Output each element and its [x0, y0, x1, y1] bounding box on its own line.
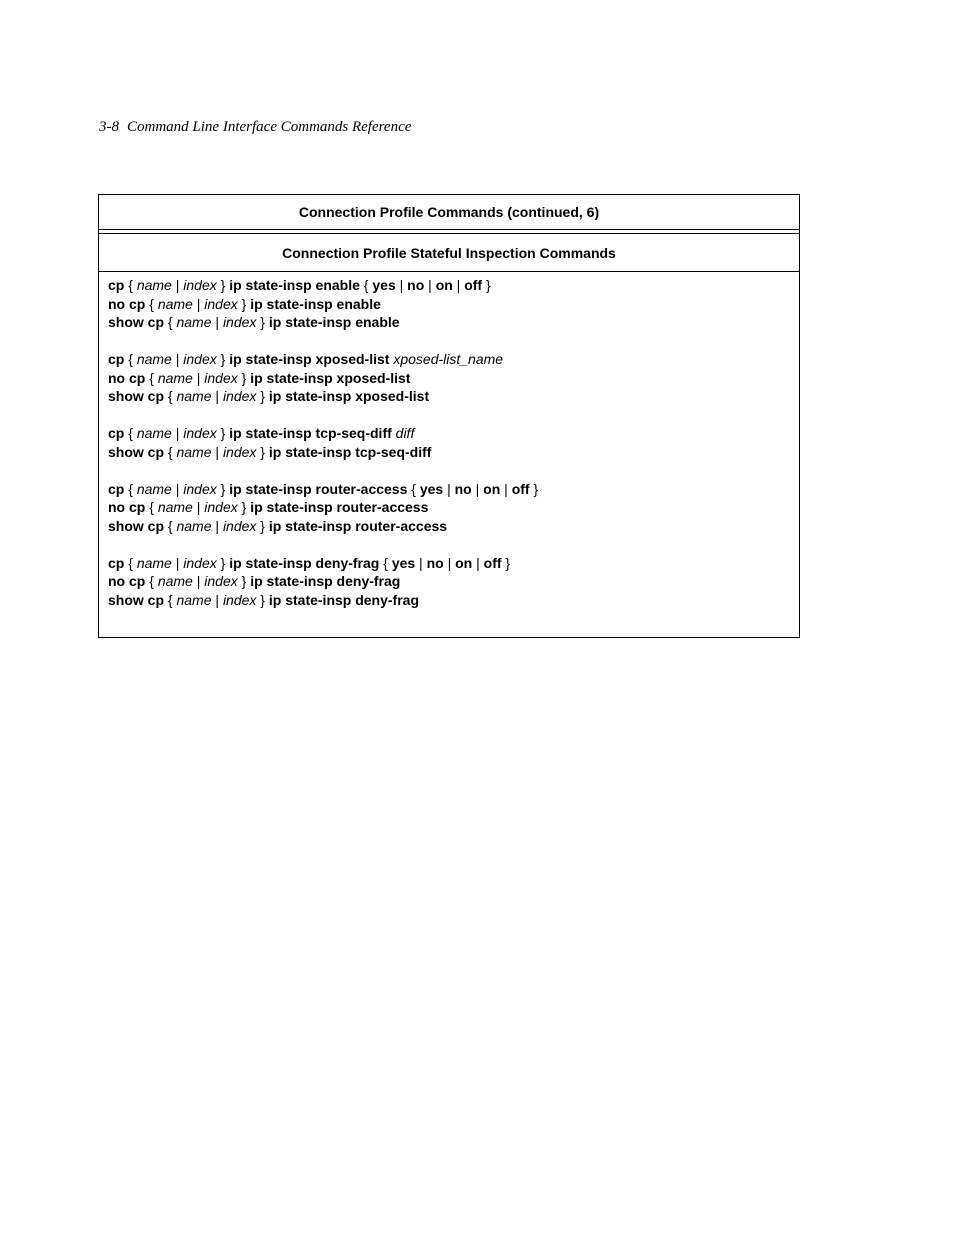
keyword: on: [455, 554, 473, 571]
syntax-symbol: {: [359, 277, 373, 293]
command-group: [108, 424, 790, 461]
syntax-symbol: }: [256, 314, 269, 331]
command-line: [108, 369, 790, 388]
keyword: ip state-insp enable: [268, 314, 400, 331]
keyword: ip state-insp xposed-list: [268, 388, 430, 405]
syntax-symbol: {: [164, 517, 177, 534]
keyword: ip state-insp router-access: [229, 480, 408, 497]
syntax-symbol: }: [216, 425, 230, 442]
syntax-symbol: }: [529, 480, 539, 497]
syntax-symbol: |: [211, 591, 223, 608]
command-line: [108, 313, 790, 332]
command-line: [108, 295, 790, 314]
syntax-symbol: }: [256, 388, 269, 405]
keyword: yes: [391, 554, 416, 571]
command-line: [108, 443, 790, 462]
keyword: off: [483, 554, 502, 571]
argument: name: [176, 591, 212, 608]
syntax-symbol: |: [192, 295, 205, 312]
keyword: cp: [108, 351, 125, 368]
argument: name: [136, 480, 172, 497]
syntax-symbol: }: [216, 351, 230, 368]
keyword: no cp: [108, 499, 146, 516]
syntax-symbol: {: [164, 443, 177, 460]
keyword: ip state-insp router-access: [250, 499, 429, 516]
keyword: ip state-insp xposed-list: [229, 351, 390, 368]
command-group: [108, 350, 790, 406]
argument: name: [157, 499, 193, 516]
argument: index: [183, 351, 217, 368]
syntax-symbol: |: [471, 480, 484, 497]
argument: index: [183, 480, 217, 497]
syntax-symbol: |: [211, 314, 223, 331]
syntax-symbol: }: [482, 277, 491, 293]
command-group: [108, 276, 790, 332]
syntax-symbol: |: [395, 277, 408, 293]
keyword: ip state-insp enable: [250, 295, 381, 312]
argument: index: [183, 277, 217, 293]
keyword: show cp: [108, 443, 165, 460]
keyword: ip state-insp xposed-list: [250, 369, 411, 386]
argument: name: [136, 351, 172, 368]
command-line: [108, 480, 790, 499]
argument: index: [204, 573, 238, 590]
syntax-symbol: }: [237, 295, 251, 312]
argument: index: [204, 295, 238, 312]
argument: xposed-list_name: [393, 351, 504, 368]
syntax-symbol: {: [145, 499, 158, 516]
keyword: on: [435, 277, 453, 293]
table-title: Connection Profile Commands (continued, 6): [99, 195, 799, 230]
keyword: cp: [108, 480, 125, 497]
syntax-symbol: |: [211, 388, 223, 405]
keyword: cp: [108, 277, 125, 293]
argument: index: [222, 517, 257, 534]
keyword: ip state-insp deny-frag: [268, 591, 420, 608]
keyword: no cp: [108, 369, 146, 386]
syntax-symbol: {: [379, 554, 392, 571]
syntax-symbol: |: [452, 277, 465, 293]
keyword: no: [454, 480, 472, 497]
syntax-symbol: |: [472, 554, 484, 571]
argument: name: [157, 369, 193, 386]
syntax-symbol: |: [424, 277, 436, 293]
argument: index: [183, 425, 217, 442]
syntax-symbol: {: [124, 351, 137, 368]
argument: index: [183, 554, 217, 571]
keyword: ip state-insp enable: [229, 277, 360, 293]
running-head-title: Command Line Interface Commands Reference: [127, 119, 412, 135]
argument: name: [136, 554, 172, 571]
syntax-symbol: |: [211, 443, 223, 460]
argument: name: [176, 388, 212, 405]
keyword: ip state-insp tcp-seq-diff: [268, 443, 432, 460]
argument: index: [222, 591, 257, 608]
keyword: yes: [372, 277, 396, 293]
command-line: [108, 517, 790, 536]
command-line: [108, 572, 790, 591]
argument: name: [136, 277, 172, 293]
syntax-symbol: {: [164, 591, 177, 608]
keyword: no cp: [108, 295, 146, 312]
table-subtitle: Connection Profile Stateful Inspection Commands: [99, 233, 799, 272]
syntax-symbol: }: [237, 369, 251, 386]
syntax-symbol: {: [124, 554, 137, 571]
keyword: off: [511, 480, 530, 497]
keyword: show cp: [108, 314, 165, 331]
command-line: [108, 498, 790, 517]
syntax-symbol: {: [145, 573, 158, 590]
syntax-symbol: }: [237, 573, 251, 590]
syntax-symbol: |: [443, 554, 456, 571]
syntax-symbol: {: [124, 425, 137, 442]
command-list: [99, 272, 799, 610]
argument: name: [176, 517, 212, 534]
syntax-symbol: }: [216, 480, 230, 497]
command-table: [98, 194, 800, 638]
argument: name: [136, 425, 172, 442]
argument: name: [157, 295, 193, 312]
command-line: [108, 554, 790, 573]
syntax-symbol: {: [145, 295, 158, 312]
keyword: show cp: [108, 591, 165, 608]
syntax-symbol: |: [500, 480, 512, 497]
syntax-symbol: }: [216, 554, 230, 571]
keyword: no cp: [108, 573, 146, 590]
argument: name: [176, 314, 212, 331]
argument: index: [222, 314, 257, 331]
keyword: ip state-insp router-access: [268, 517, 448, 534]
syntax-symbol: |: [171, 554, 184, 571]
syntax-symbol: |: [192, 369, 205, 386]
syntax-symbol: |: [171, 425, 184, 442]
command-line: [108, 350, 790, 369]
keyword: no: [407, 277, 425, 293]
command-line: [108, 424, 790, 443]
syntax-symbol: {: [407, 480, 420, 497]
keyword: cp: [108, 554, 125, 571]
syntax-symbol: |: [415, 554, 427, 571]
syntax-symbol: |: [443, 480, 455, 497]
syntax-symbol: {: [164, 314, 177, 331]
command-line: [108, 387, 790, 406]
syntax-symbol: |: [171, 480, 184, 497]
argument: index: [222, 443, 257, 460]
page-number: 3-8: [99, 119, 119, 135]
keyword: yes: [419, 480, 444, 497]
syntax-symbol: |: [171, 351, 184, 368]
command-group: [108, 480, 790, 536]
syntax-symbol: |: [192, 573, 205, 590]
keyword: cp: [108, 425, 125, 442]
syntax-symbol: |: [192, 499, 205, 516]
keyword: on: [483, 480, 501, 497]
keyword: show cp: [108, 517, 165, 534]
syntax-symbol: }: [256, 517, 269, 534]
argument: index: [204, 499, 238, 516]
keyword: ip state-insp deny-frag: [229, 554, 380, 571]
syntax-symbol: {: [124, 480, 137, 497]
keyword: ip state-insp deny-frag: [250, 573, 401, 590]
argument: diff: [395, 425, 415, 442]
syntax-symbol: }: [256, 443, 269, 460]
keyword: no: [426, 554, 444, 571]
argument: index: [204, 369, 238, 386]
command-line: [108, 591, 790, 610]
command-line: [108, 276, 790, 295]
syntax-symbol: }: [216, 277, 230, 293]
syntax-symbol: {: [145, 369, 158, 386]
syntax-symbol: }: [256, 591, 269, 608]
syntax-symbol: }: [501, 554, 511, 571]
running-head: [99, 119, 411, 136]
keyword: off: [464, 277, 483, 293]
command-group: [108, 554, 790, 610]
syntax-symbol: {: [124, 277, 137, 293]
syntax-symbol: |: [171, 277, 184, 293]
argument: index: [222, 388, 257, 405]
keyword: ip state-insp tcp-seq-diff: [229, 425, 392, 442]
argument: name: [176, 443, 212, 460]
syntax-symbol: |: [211, 517, 223, 534]
syntax-symbol: }: [237, 499, 251, 516]
syntax-symbol: {: [164, 388, 177, 405]
argument: name: [157, 573, 193, 590]
keyword: show cp: [108, 388, 165, 405]
